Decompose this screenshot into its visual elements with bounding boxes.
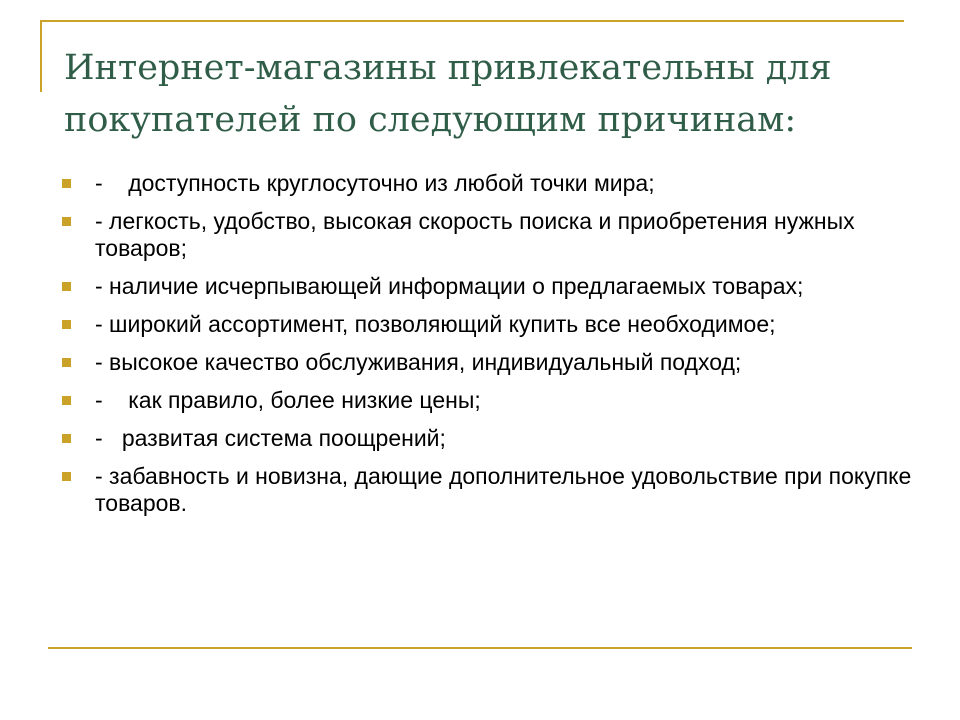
square-bullet-icon — [62, 358, 71, 367]
square-bullet-icon — [62, 396, 71, 405]
square-bullet-icon — [62, 434, 71, 443]
bullet-text: - забавность и новизна, дающие дополнительное удовольствие при покупке товаров. — [95, 463, 918, 516]
bullet-item — [62, 463, 918, 517]
bullet-text: - высокое качество обслуживания, индивидуальный подход; — [95, 349, 742, 375]
square-bullet-icon — [62, 282, 71, 291]
bullet-text: - широкий ассортимент, позволяющий купить все необходимое; — [95, 311, 776, 337]
bullet-text: - наличие исчерпывающей информации о предлагаемых товарах; — [95, 273, 804, 299]
bullet-text: - легкость, удобство, высокая скорость поиска и приобретения нужных товаров; — [95, 208, 861, 261]
bullet-text: - доступность круглосуточно из любой точки мира; — [95, 170, 655, 196]
bullet-list — [62, 170, 918, 528]
square-bullet-icon — [62, 217, 71, 226]
slide-title: Интернет-магазины привлекательны для покупателей по следующим причинам: — [64, 48, 832, 140]
bullet-item — [62, 208, 912, 262]
bottom-rule — [48, 647, 912, 649]
bullet-item — [62, 387, 912, 414]
square-bullet-icon — [62, 472, 71, 481]
bullet-item — [62, 170, 912, 197]
bullet-item — [62, 273, 912, 300]
square-bullet-icon — [62, 320, 71, 329]
bullet-text: - развитая система поощрений; — [95, 425, 446, 451]
bullet-item — [62, 425, 912, 452]
left-rule — [40, 20, 42, 92]
top-rule — [40, 20, 904, 22]
bullet-item — [62, 311, 912, 338]
bullet-item — [62, 349, 912, 376]
bullet-text: - как правило, более низкие цены; — [95, 387, 481, 413]
square-bullet-icon — [62, 179, 71, 188]
